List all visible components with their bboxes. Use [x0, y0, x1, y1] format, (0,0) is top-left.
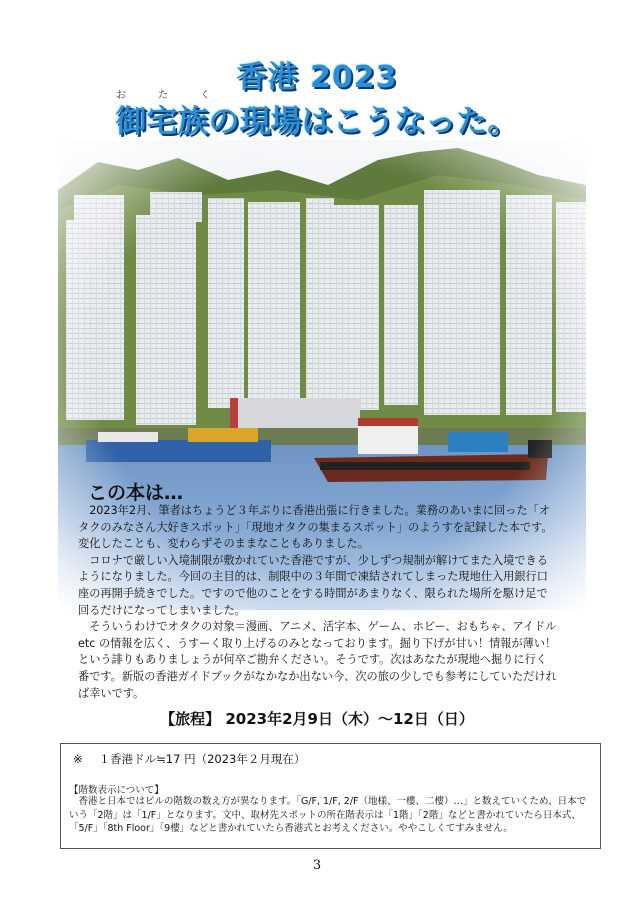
- floor-notation-paragraph: 香港と日本ではビルの階数の数え方が異なります。「G/F, 1/F, 2/F（地様、一樓、二樓）…」と数えていくため、日本でいう「2階」は「1/F」となります。文中、取材先スポットの所在階表示は「1階」「2階」などと書かれていたら日本式、「5/F」「8th Floor」「9樓」などと書かれていたら香港式とお考えください。ややこしくてすみません。: [69, 796, 587, 834]
- title-line-1: 香港 2023: [236, 60, 398, 95]
- ruby-ku: く: [200, 90, 210, 101]
- floor-notation-heading: 【階数表示について】: [69, 785, 164, 796]
- floor-notation-text: [69, 795, 594, 836]
- intro-paragraph: 2023年2月、筆者はちょうど３年ぶりに香港出張に行きました。業務のあいまに回った「オタクのみなさん大好きスポット」「現地オタクの集まるスポット」のようすを記録した本です。変化したことも、変わらずそのままなこともありました。: [78, 504, 553, 551]
- intro-paragraph: そういうわけでオタクの対象＝漫画、アニメ、活字本、ゲーム、ホビー、おもちゃ、アイドル etc の情報を広く、うすーく取り上げるのみとなっております。掘り下げが甘い！情報が薄い！という誹りもありましょうが何卒ご勘弁ください。そうです。次はあなたが現地へ掘りに行く番です。新版の香港ガイドブックがなかなか出ない今、次の旅の少しでも参考にしていただければ幸いです。: [78, 620, 557, 700]
- ruby-o: お: [116, 90, 126, 101]
- notes-box: [60, 743, 601, 849]
- note-mark: ※: [73, 752, 83, 766]
- page-number: 3: [312, 858, 322, 873]
- exchange-rate: [73, 751, 305, 767]
- intro-paragraph: コロナで厳しい入境制限が敷かれていた香港ですが、少しずつ規制が解けてまた入境できるようになりました。今回の主目的は、制限中の３年間で凍結されてしまった現地仕入用銀行口座の再開手続きでした。ですので他のことをする時間があまりなく、限られた場所を駆け足で回るだけになってしまいました。: [78, 553, 548, 617]
- title-line-2: 御宅族の現場はこうなった。: [115, 104, 519, 140]
- intro-heading: この本は…: [88, 482, 184, 504]
- exchange-rate-text: １香港ドル≒17 円（2023年２月現在）: [98, 752, 306, 766]
- intro-body: [78, 503, 558, 702]
- trip-dates: 【旅程】 2023年2月9日（木）～12日（日）: [160, 710, 474, 728]
- ruby-ta: た: [158, 90, 168, 101]
